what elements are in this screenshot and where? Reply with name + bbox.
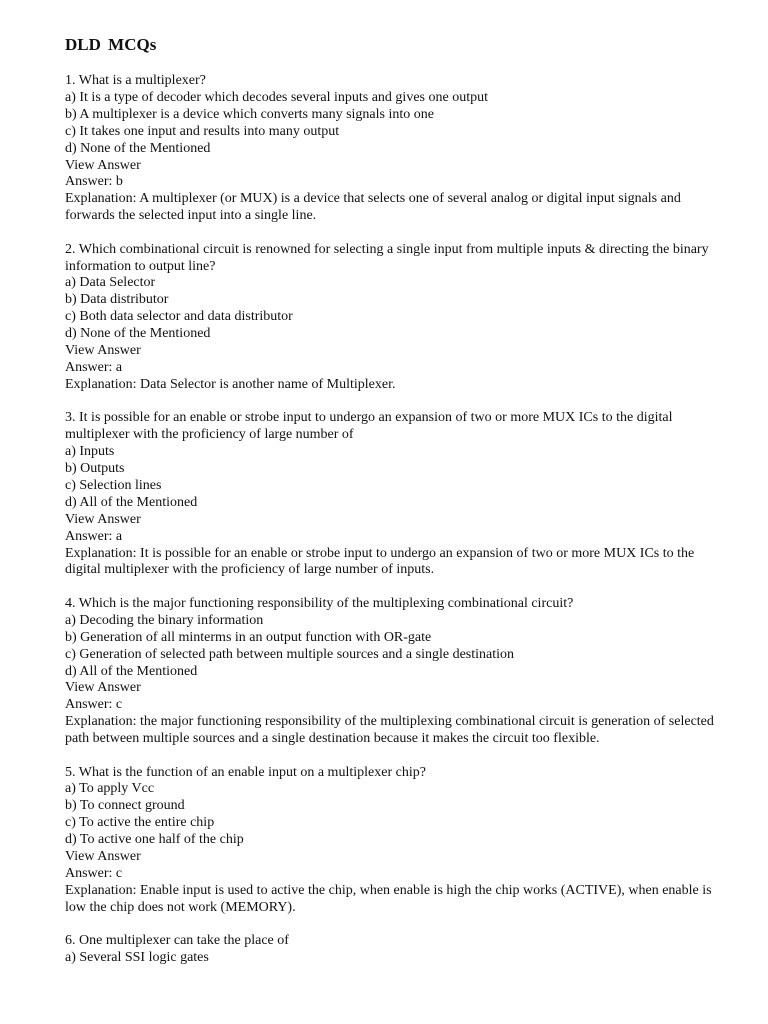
answer-option: b) Outputs [65, 461, 125, 477]
question-text: 3. It is possible for an enable or strobe input to undergo an expansion of two or more MUX ICs to the digital multiplexer with the proficiency of large number of [65, 410, 676, 443]
answer-option: d) All of the Mentioned [65, 663, 198, 679]
question-block [65, 596, 725, 748]
answer-option: c) Selection lines [65, 477, 162, 493]
answer-option: c) Both data selector and data distributor [65, 309, 293, 325]
question-block [65, 765, 725, 917]
view-answer-link[interactable]: View Answer [65, 680, 141, 696]
answer-option: d) None of the Mentioned [65, 326, 211, 342]
answer-option: d) None of the Mentioned [65, 140, 211, 156]
question-text: 5. What is the function of an enable input on a multiplexer chip? [65, 764, 426, 780]
answer-option: b) A multiplexer is a device which converts many signals into one [65, 106, 434, 122]
answer-text: Answer: c [65, 697, 123, 713]
question-block [65, 242, 725, 394]
answer-option: a) Several SSI logic gates [65, 950, 209, 966]
answer-option: a) Inputs [65, 444, 115, 460]
view-answer-link[interactable]: View Answer [65, 849, 141, 865]
explanation-text: Explanation: It is possible for an enable or strobe input to undergo an expansion of two or more MUX ICs to the digital multiplexer with the proficiency of large number of inputs. [65, 545, 698, 578]
question-text: 1. What is a multiplexer? [65, 73, 206, 88]
explanation-text: Explanation: A multiplexer (or MUX) is a device that selects one of several analog or digital input signals and forwards the selected input into a single line. [65, 191, 685, 224]
question-list [65, 73, 725, 967]
answer-option: a) To apply Vcc [65, 781, 155, 797]
answer-option: d) To active one half of the chip [65, 832, 244, 848]
answer-option: a) Data Selector [65, 275, 156, 291]
answer-option: c) Generation of selected path between multiple sources and a single destination [65, 646, 515, 662]
view-answer-link[interactable]: View Answer [65, 343, 141, 359]
answer-option: c) It takes one input and results into many output [65, 123, 340, 139]
answer-option: b) Generation of all minterms in an output function with OR-gate [65, 629, 432, 645]
answer-option: b) To connect ground [65, 798, 185, 814]
answer-option: b) Data distributor [65, 292, 169, 308]
explanation-text: Explanation: the major functioning responsibility of the multiplexing combinational circuit is generation of selected path between multiple sources and a single destination because it makes the circuit too flexible. [65, 714, 718, 747]
question-block [65, 933, 725, 967]
explanation-text: Explanation: Enable input is used to active the chip, when enable is high the chip works (ACTIVE), when enable is low the chip does not work (MEMORY). [65, 882, 716, 915]
view-answer-link[interactable]: View Answer [65, 511, 141, 527]
question-block [65, 73, 725, 225]
answer-text: Answer: b [65, 174, 123, 190]
answer-option: c) To active the entire chip [65, 815, 215, 831]
question-text: 6. One multiplexer can take the place of [65, 933, 289, 949]
answer-text: Answer: a [65, 360, 123, 375]
answer-text: Answer: a [65, 528, 123, 544]
answer-text: Answer: c [65, 865, 123, 881]
answer-option: a) Decoding the binary information [65, 612, 264, 628]
question-text: 2. Which combinational circuit is renowned for selecting a single input from multiple inputs & directing the binary information to output line? [65, 241, 713, 274]
question-text: 4. Which is the major functioning responsibility of the multiplexing combinational circuit? [65, 595, 574, 611]
view-answer-link[interactable]: View Answer [65, 157, 141, 173]
document-title: DLD MCQs [65, 35, 157, 54]
question-block [65, 410, 725, 579]
answer-option: d) All of the Mentioned [65, 494, 198, 510]
explanation-text: Explanation: Data Selector is another name of Multiplexer. [65, 376, 396, 392]
answer-option: a) It is a type of decoder which decodes several inputs and gives one output [65, 89, 488, 105]
document-page [65, 34, 725, 984]
